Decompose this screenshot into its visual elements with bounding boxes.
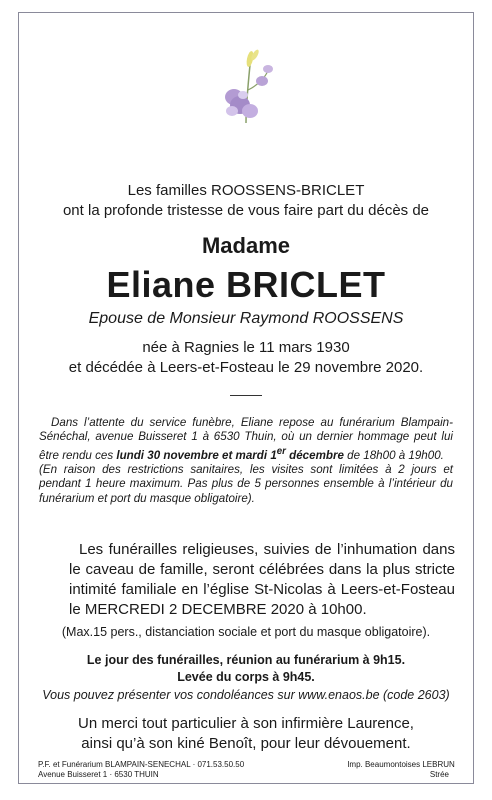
restrictions-text: (En raison des restrictions sanitaires, les visites sont limitées à 2 jours et pendant 1 heure maximum. Pas plus de 5 personnes ensemble à l’intérieur du funérarium et port du masque obligatoire). bbox=[39, 463, 453, 505]
birth-line: née à Ragnies le 11 mars 1930 bbox=[142, 339, 350, 356]
visitation-text: Dans l’attente du service funèbre, Eliane repose au funérarium Blampain-Sénéchal, avenue Buisseret 1 à 6530 Thuin, où un dernier hommage peut lui être rendu ces lundi 30 novembre et mardi 1er décembre de 18h00 à 19h00. bbox=[39, 416, 453, 462]
deceased-name: Eliane BRICLET bbox=[106, 264, 386, 305]
families-line: Les familles ROOSSENS-BRICLET bbox=[127, 182, 365, 199]
funeral-note: (Max.15 pers., distanciation sociale et port du masque obligatoire). bbox=[61, 625, 431, 639]
flower-icon bbox=[210, 45, 280, 125]
intro-line: ont la profonde tristesse de vous faire part du décès de bbox=[62, 202, 430, 219]
thanks-line-1: Un merci tout particulier à son infirmière Laurence, bbox=[78, 715, 414, 732]
printer-credit: Imp. Beaumontoises LEBRUN Strée bbox=[347, 760, 455, 779]
thanks-line-2: ainsi qu’à son kiné Benoît, pour leur dévouement. bbox=[81, 735, 411, 752]
funeral-home-credit: P.F. et Funérarium BLAMPAIN-SENECHAL · 071.53.50.50 Avenue Buisseret 1 · 6530 THUIN bbox=[38, 760, 245, 779]
departure-line: Levée du corps à 9h45. bbox=[177, 670, 315, 684]
condolences-line: Vous pouvez présenter vos condoléances sur www.enaos.be (code 2603) bbox=[42, 688, 450, 702]
spouse-line: Epouse de Monsieur Raymond ROOSSENS bbox=[88, 310, 404, 327]
honorific: Madame bbox=[201, 233, 291, 258]
funeral-block bbox=[69, 540, 455, 620]
announcement-intro bbox=[0, 181, 492, 221]
life-dates bbox=[0, 338, 492, 378]
thanks-block bbox=[0, 714, 492, 754]
separator-line bbox=[230, 395, 262, 396]
visitation-block bbox=[39, 416, 453, 506]
death-line: et décédée à Leers-et-Fosteau le 29 novembre 2020. bbox=[68, 359, 424, 376]
reunion-line: Le jour des funérailles, réunion au funérarium à 9h15. bbox=[86, 653, 406, 667]
reunion-info bbox=[0, 652, 492, 686]
funeral-text: Les funérailles religieuses, suivies de l’inhumation dans le caveau de famille, seront célébrées dans la plus stricte intimité familiale en l’église St-Nicolas à Leers-et-Fosteau le MERCREDI 2 DECEMBRE 2020 à 10h00. bbox=[69, 541, 455, 618]
